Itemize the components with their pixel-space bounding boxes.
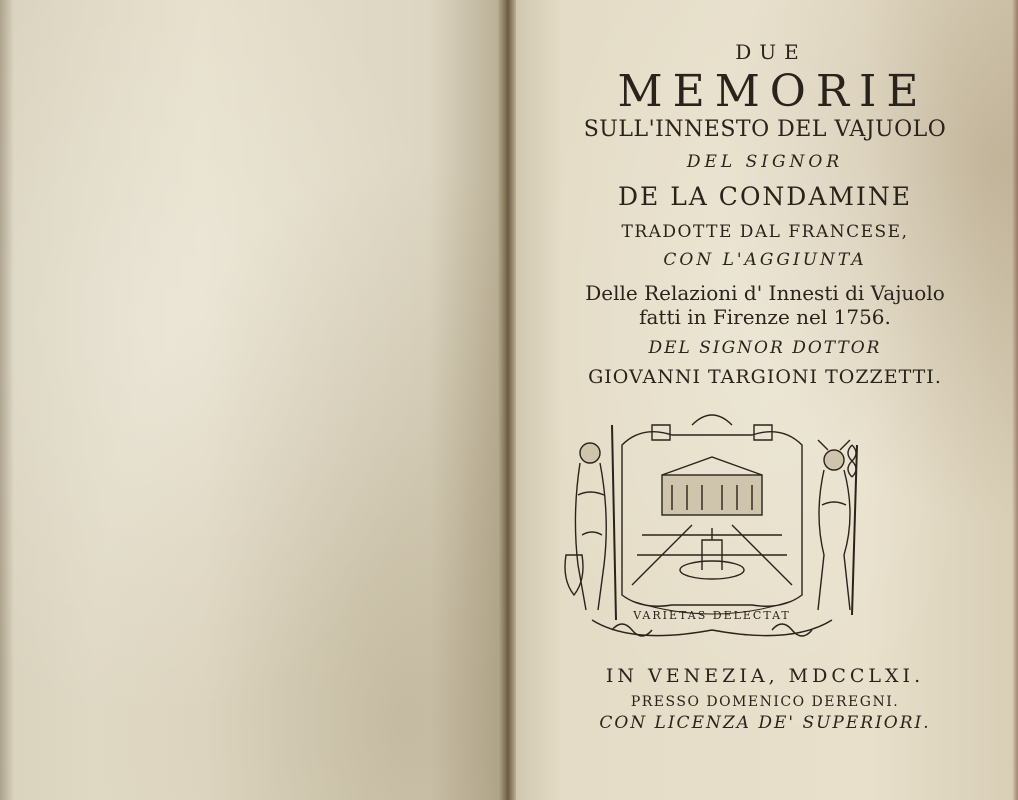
imprint-place-date: IN VENEZIA, MDCCLXI. bbox=[605, 665, 925, 687]
left-blank-page bbox=[0, 0, 505, 800]
title-page bbox=[512, 0, 1018, 800]
printer-device-engraving bbox=[552, 405, 872, 650]
title-line-del-signor: DEL SIGNOR bbox=[686, 152, 844, 172]
title-line-subject: SULL'INNESTO DEL VAJUOLO bbox=[583, 117, 947, 142]
title-line-due: DUE bbox=[735, 40, 807, 64]
title-line-memorie: MEMORIE bbox=[617, 66, 929, 117]
vignette-motto: VARIETAS DELECTAT bbox=[633, 609, 791, 622]
imprint-license: CON LICENZA DE' SUPERIORI. bbox=[599, 713, 931, 733]
title-line-dottor: DEL SIGNOR DOTTOR bbox=[648, 338, 882, 358]
title-line-firenze: fatti in Firenze nel 1756. bbox=[639, 305, 891, 329]
title-line-relazioni: Delle Relazioni d' Innesti di Vajuolo bbox=[585, 281, 945, 305]
title-line-author: DE LA CONDAMINE bbox=[617, 182, 913, 211]
title-line-aggiunta: CON L'AGGIUNTA bbox=[663, 250, 867, 270]
title-line-translated: TRADOTTE DAL FRANCESE, bbox=[621, 222, 909, 242]
book-gutter bbox=[498, 0, 516, 800]
imprint-printer: PRESSO DOMENICO DEREGNI. bbox=[630, 694, 900, 710]
title-line-targioni: GIOVANNI TARGIONI TOZZETTI. bbox=[588, 366, 942, 388]
